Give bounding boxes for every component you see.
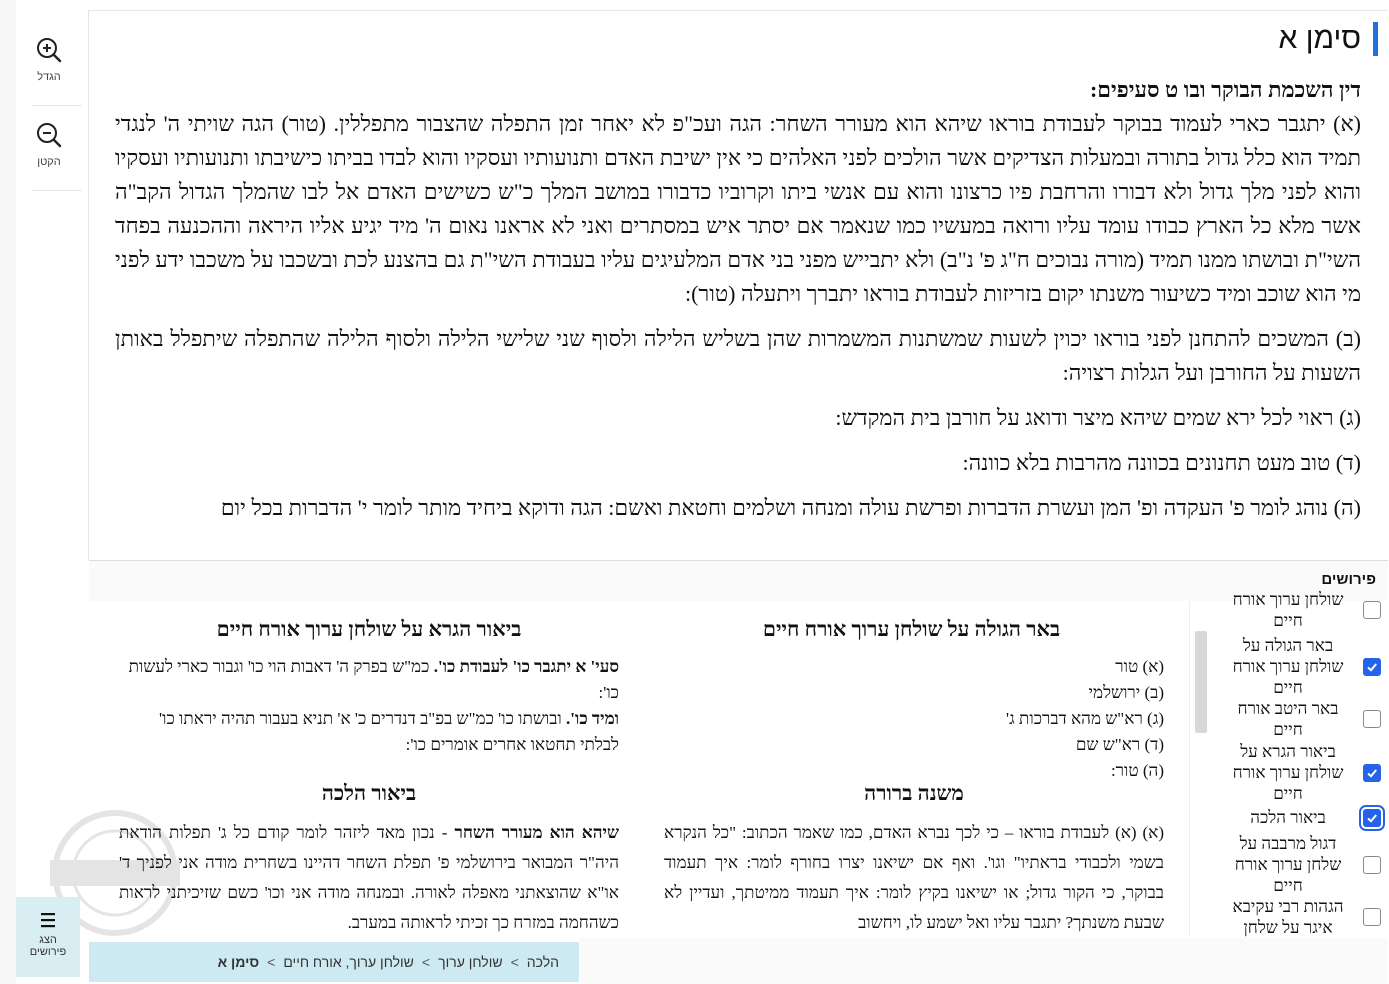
commentary-line	[119, 818, 619, 938]
paragraph: (א) יתגבר כארי לעמוד בבוקר לעבודת בוראו שיהא הוא מעורר השחר: הגה ועכ"פ לא יאחר זמן התפלה שהצבור מתפללין. (טור) הגה שויתי ה' לנגדי תמיד הוא כלל גדול בתורה ובמעלות הצדיקים אשר הולכים לפני האלהים כי אין ישיבת האדם ותנועותיו ועסקיו והוא לבדו בביתו כישיבתו ותנועותיו ועסקיו והוא לפני מלך גדול ולא דבורו והרחבת פיו כרצונו והוא עם אנשי ביתו וקרוביו כדבורו במושב המלך כ"ש כשישים האדם אל לבו שהמלך הגדול הקב"ה אשר מלא כל הארץ כבודו עומד עליו ורואה במעשיו כמו שנאמר אם יסתר איש במסתרים ואני לא אראנו נאום ה' מיד יגיע אליו היראה וההכנעה בפחד השי"ת ובושתו ממנו תמיד (מורה נבוכים ח"ג פ' נ"ב) ולא יתבייש מפני בני אדם המלעיגים עליו בעבודת השי"ת גם בהצנע לכת ובשכבו על משכבו ידע לפני מי הוא שוכב ומיד כשיעור משנתו יקום בזריזות לעבודת בוראו יתברך ויתעלה (טור):	[115, 111, 1361, 306]
paragraph: (ב) המשכים להתחנן לפני בוראו יכוין לשעות שמשתנות המשמרות שהן בשליש הלילה ולסוף שני שלישי הלילה ולסוף הלילה שהתפלה שיתפלל באותן השעות על החורבן ועל הגלות רצויה:	[115, 326, 1361, 385]
left-edge	[0, 0, 16, 984]
commentary-biur-hagra[interactable]	[119, 617, 619, 777]
zoom-out-label: הקטן	[37, 156, 61, 168]
toggle-commentaries-button[interactable]	[16, 897, 80, 977]
commentary-line: (ג) רא"ש מהא דברכות ג'	[1006, 709, 1164, 728]
source-checkbox[interactable]	[1363, 856, 1381, 874]
paragraph: (ד) טוב מעט תחנונים בכוונה מהרבות בלא כוונה:	[962, 450, 1361, 475]
commentary-line	[119, 654, 619, 706]
source-item[interactable]	[1201, 741, 1381, 804]
commentary-text: כמ"ש בפרק ה' דאבות הוי כו' וגבור כארי לעשות כו':	[128, 657, 619, 702]
source-item[interactable]	[1201, 635, 1381, 698]
source-checkbox[interactable]	[1363, 809, 1381, 827]
breadcrumb-separator: >	[421, 954, 431, 970]
commentaries-title: פירושים	[1321, 571, 1376, 588]
commentary-title: ביאור הגרא על שולחן ערוך אורח חיים	[216, 617, 522, 641]
source-label: שולחן ערוך אורח חיים	[1232, 590, 1344, 630]
commentary-dibur: ומיד כו'.	[566, 709, 619, 728]
zoom-in-label: הגדל	[37, 71, 61, 83]
checkmark-icon	[1366, 767, 1378, 779]
page-title: סימן א	[1278, 22, 1361, 55]
commentary-text: - נכון מאד ליזהר לומר קודם כל ג' תפלות הודאת היה"ר המבואר בירושלמי פ' תפלת השחר דהיינו בשחרית מודה אני לפניך ד' או"א שהוצאתני מאפלה לאורה. ובמנחה מודה אני וכו' כשם שזיכיתני לראות כשהחמה במזרח כך זכיתי לראותה במערב.	[119, 823, 619, 932]
footer-background	[580, 938, 1388, 984]
commentary-title: משנה ברורה	[864, 781, 964, 805]
zoom-in-icon	[35, 36, 63, 64]
breadcrumb	[89, 942, 579, 982]
breadcrumb-item[interactable]: שולחן ערוך, אורח חיים	[283, 954, 414, 970]
commentary-biur-halacha[interactable]	[119, 781, 619, 937]
commentary-title: ביאור הלכה	[321, 781, 417, 805]
breadcrumb-item[interactable]: הלכה	[526, 954, 559, 970]
commentary-mishnah-berurah[interactable]	[664, 781, 1164, 937]
toolbar-divider	[32, 190, 82, 191]
breadcrumb-item[interactable]: שולחן ערוך	[438, 954, 503, 970]
list-icon	[37, 909, 59, 931]
zoom-out-icon	[35, 121, 63, 149]
commentary-title: באר הגולה על שולחן ערוך אורח חיים	[762, 617, 1061, 641]
text-body	[115, 73, 1361, 536]
source-checkbox[interactable]	[1363, 601, 1381, 619]
zoom-out-button[interactable]	[16, 121, 82, 168]
commentary-text: ובושתו כו' כמ"ש בפ"ב דנדרים כ' א' תניא בעבור תהיה יראתו כו' לבלתי תחטאו אחרים אומרים כו':	[159, 709, 619, 754]
checkmark-icon	[1366, 812, 1378, 824]
source-item[interactable]	[1201, 698, 1381, 740]
breadcrumb-separator: >	[510, 954, 519, 970]
source-label: באר הגולה על שולחן ערוך אורח חיים	[1232, 636, 1344, 697]
toggle-label: פירושים	[29, 946, 67, 958]
commentary-line: (ד) רא"ש שם	[1075, 735, 1164, 754]
commentary-line: (ה) טור:	[1110, 761, 1164, 780]
source-item[interactable]	[1201, 896, 1381, 938]
commentary-line: (ב) ירושלמי	[1088, 683, 1164, 702]
breadcrumb-separator: >	[267, 954, 276, 970]
paragraph: (ג) ראוי לכל ירא שמים שיהא מיצר ודואג על חורבן בית המקדש:	[835, 405, 1361, 430]
commentaries-panel	[89, 590, 1388, 937]
commentary-beer-hagolah[interactable]	[659, 617, 1164, 780]
section-heading: דין השכמת הבוקר ובו ט סעיפים:	[1089, 77, 1361, 102]
source-checkbox[interactable]	[1363, 658, 1381, 676]
source-checkbox[interactable]	[1363, 764, 1381, 782]
source-label: ביאור הגרא על שולחן ערוך אורח חיים	[1232, 742, 1344, 803]
zoom-in-button[interactable]	[16, 36, 82, 83]
commentary-dibur: שיהא הוא מעורר השחר	[454, 823, 619, 842]
commentary-text: (א) (א) לעבודת בוראו – כי לכך נברא האדם, כמו שאמר הכתוב: "כל הנקרא בשמי ולכבודי בראתיו" וגו'. ואף אם ישיאנו יצרו בחורף לומר: איך תעמוד בבוקר, כי הקור גדול; או ישיאנו בקיץ לומר: איך תעמוד ממיטתך, ועדיין לא שבעת משנתך? יתגבר עליו ואל ישמע לו, ויחשוב	[664, 823, 1164, 932]
source-checkbox[interactable]	[1363, 710, 1381, 728]
source-item[interactable]	[1201, 833, 1381, 896]
zoom-toolbar	[16, 10, 89, 560]
source-item[interactable]	[1201, 807, 1381, 828]
source-label: ביאור הלכה	[1250, 808, 1326, 827]
commentary-dibur: סעי' א יתגבר כו' לעבודת כו'.	[433, 657, 619, 676]
toolbar-divider	[32, 105, 82, 106]
commentary-source-list[interactable]	[1189, 590, 1389, 937]
title-accent-bar	[1373, 22, 1378, 56]
main-text-pane[interactable]	[89, 10, 1388, 561]
breadcrumb-current: סימן א	[217, 954, 260, 970]
source-label: דגול מרבבה על שלחן ערוך אורח חיים	[1234, 834, 1342, 895]
commentaries-header	[89, 560, 1388, 602]
toggle-label: הצג	[39, 934, 57, 946]
checkmark-icon	[1366, 661, 1378, 673]
source-checkbox[interactable]	[1363, 908, 1381, 926]
source-item[interactable]	[1201, 589, 1381, 631]
commentary-line	[119, 706, 619, 758]
source-label: באר היטב אורח חיים	[1237, 699, 1339, 739]
commentary-line: (א) טור	[1115, 657, 1164, 676]
page-title-row	[1279, 21, 1378, 57]
paragraph: (ה) נוהג לומר פ' העקדה ופ' המן ועשרת הדברות ופרשת עולה ומנחה ושלמים וחטאת ואשם: הגה ודוקא ביחיד מותר לומר י' הדברות בכל יום	[220, 495, 1361, 520]
source-label: הגהות רבי עקיבא איגר על שלחן	[1232, 897, 1344, 937]
